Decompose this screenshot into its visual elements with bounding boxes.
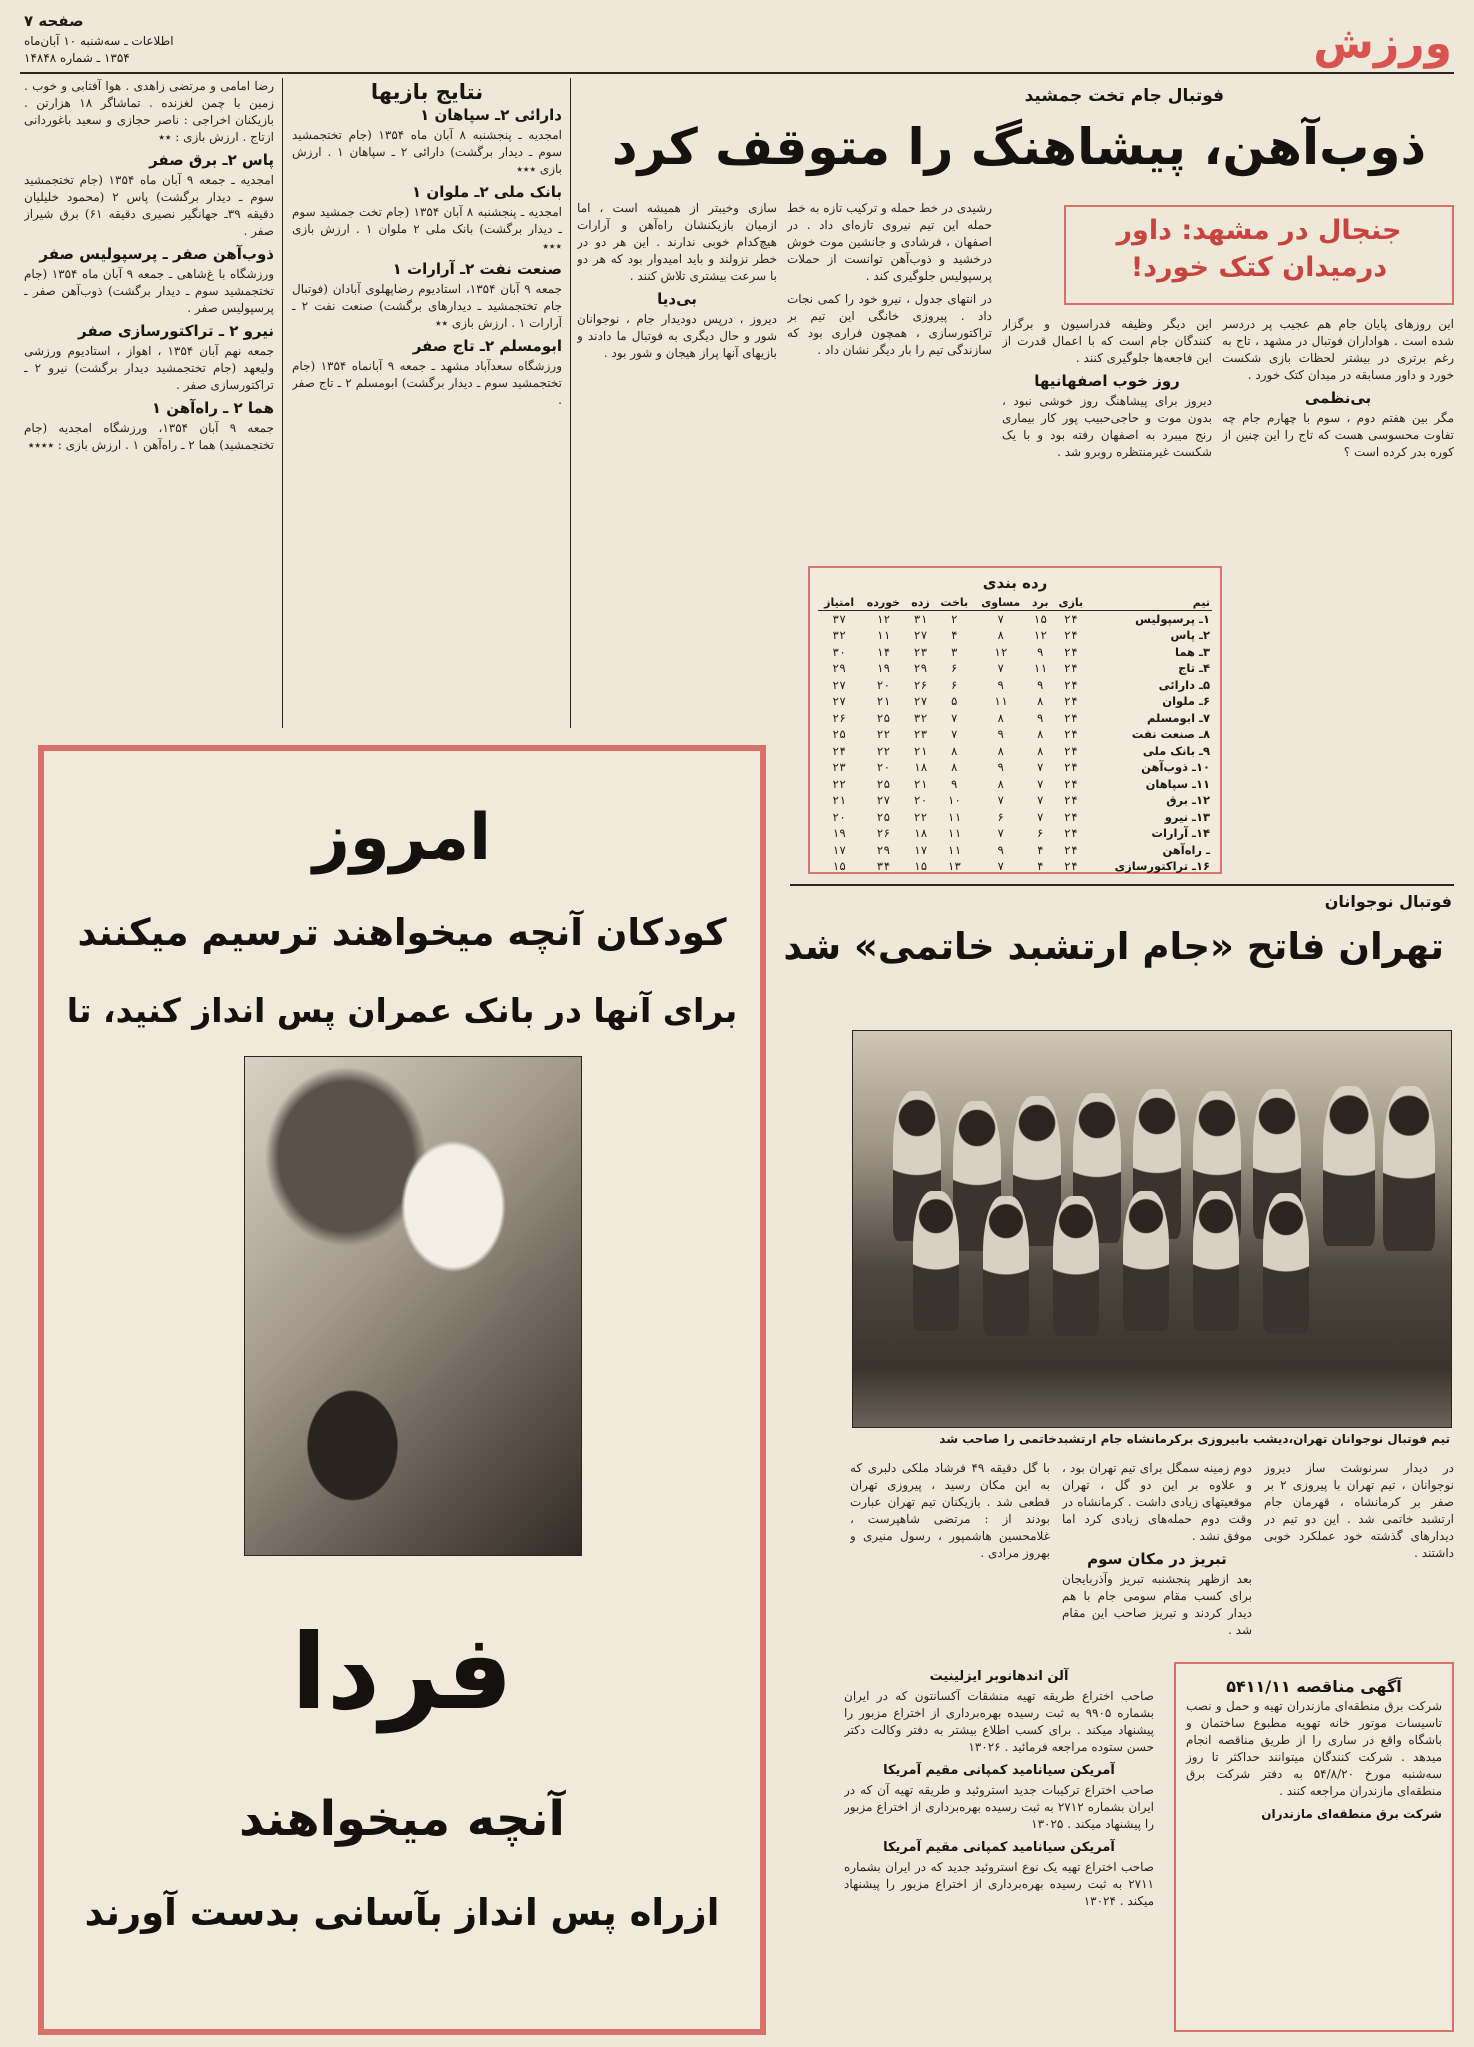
standings-value-cell: ۲۱ [832,793,847,808]
standings-team-cell: ۴ـ تاج [1178,661,1210,676]
standings-row [818,627,1212,644]
standings-value-cell: ۲۴ [1063,628,1078,643]
left-match-1-title: پاس ۲ـ برق صفر [149,151,274,169]
standings-value-cell: ۲۹ [913,661,928,676]
standings-row [818,743,1212,760]
tender-notice-sign: شرکت برق منطقه‌ای مازندران [1261,1807,1442,1821]
lead-col-b2-text: دیروز برای پیشاهنگ روز خوشی نبود ، بدون موت و حاجی‌حبیب پور کار بیماری رنج میبرد به اصفهان رفته بود و با یک شکست غیرمنتظره روبرو شد . [1002,394,1212,459]
standings-value-cell: ۲۲ [876,743,891,758]
ad-line-5: آنچه میخواهند [239,1791,565,1847]
standings-col-header: امتیاز [818,594,860,611]
standings-col-header: زده [907,594,935,611]
lead-col-d-text: سازی وخیبتر از همیشه است ، اما ازمیان بازیکنشان راه‌آهن و آرارات هیچ‌کدام خوبی ندارند . این هر دو در خطر نزولند و باید امیدوار بود که هر دو با سرعت بیشتری تلاش کنند . [577,201,777,283]
standings-row [818,858,1212,875]
standings-value-cell: ۷ [997,859,1005,874]
ad-line-1: امروز [313,801,491,875]
standings-team-cell: ۱۱ـ سپاهان [1145,776,1210,791]
standings-value-cell: ۲۴ [832,743,847,758]
standings-header-row [818,594,1212,611]
standings-value-cell: ۷ [1036,760,1044,775]
player-figure [913,1191,959,1331]
left-strip-intro: رضا امامی و مرتضی زاهدی . هوا آفتابی و خوب . زمین با چمن لغزنده . تماشاگر ۱۸ هزارتن . بازیکنان اخراجی : ناصر حجازی و سعید باغوردانی ازتاج . ارزش بازی : ٭٭ [24,79,274,144]
standings-value-cell: ۸ [997,743,1005,758]
standings-row [818,660,1212,677]
youth-sub-b: تبریز در مکان سوم [1087,1550,1227,1568]
standings-value-cell: ۵ [950,694,958,709]
standings-team-cell: ۷ـ ابومسلم [1147,710,1210,725]
standings-value-cell: ۲۷ [913,694,928,709]
ad-child-photo [244,1056,582,1556]
standings-value-cell: ۷ [997,826,1005,841]
lead-col-d [577,200,777,725]
standings-value-cell: ۱۷ [913,842,928,857]
standings-col-header: بازی [1053,594,1089,611]
standings-value-cell: ۲۴ [1063,842,1078,857]
standings-value-cell: ۲۴ [1063,809,1078,824]
ad-line-6: ازراه پس انداز بآسانی بدست آورند [84,1891,720,1934]
patent-notice-2 [844,1762,1154,1833]
standings-value-cell: ۲۴ [1063,826,1078,841]
patent-notice-2-body: صاحب اختراع ترکیبات جدید استروئید و طریقه تهیه آن که در ایران بشماره ۲۷۱۲ به ثبت رسیده بهره‌برداری از اختراع مزبور را پیشنهاد میکند . ۱۳۰۲۵ [844,1783,1154,1831]
standings-value-cell: ۳۲ [913,710,928,725]
player-figure [1383,1086,1435,1251]
standings-value-cell: ۱۸ [913,760,928,775]
standings-value-cell: ۹ [1036,677,1044,692]
standings-value-cell: ۲۴ [1063,776,1078,791]
left-match-2-title: ذوب‌آهن صفر ـ پرسپولیس صفر [39,245,274,263]
standings-value-cell: ۲۲ [913,809,928,824]
patent-notice-3-title: آمریکن سیانامید کمپانی مقیم آمریکا [883,1840,1115,1855]
result-2-body: امجدیه ـ پنجشنبه ۸ آبان ۱۳۵۴ (جام تخت جمشید سوم ـ دیدار برگشت) بانک ملی ۲ ملوان ۱ . ارزش بازی ٭٭٭ [292,205,562,253]
lead-box [1064,205,1454,305]
standings-value-cell: ۱۵ [1033,612,1048,626]
lead-col-c2-text: در انتهای جدول ، نیرو خود را کمی نجات داد . پیروزی خانگی این تیم بر تراکتورسازی ، همچون فراری بود که سازندگی تیم را بار دیگر نشان داد . [787,292,992,357]
standings-value-cell: ۲۴ [1063,727,1078,742]
tender-notice-title: آگهی مناقصه ۵۴۱۱/۱۱ [1226,1677,1402,1696]
standings-value-cell: ۹ [1036,710,1044,725]
standings-value-cell: ۲ [950,612,958,626]
standings-value-cell: ۱۷ [832,842,847,857]
standings-value-cell: ۲۵ [832,727,847,742]
patent-notice-1-title: آلن اندهانوبر ایزلینیت [929,1669,1069,1684]
standings-row [818,611,1212,628]
youth-col-a-text: در دیدار سرنوشت ساز دیروز نوجوانان ، تیم تهران با پیروزی ۲ بر صفر بر کرمانشاه ، قهرمان جام ارتشبد خاتمی شد . این دو تیم در دیدارهای گذشته خود عملکرد خوبی داشتند . [1264,1461,1454,1560]
result-4-title: ابومسلم ۲ـ تاج صفر [412,337,562,355]
standings-value-cell: ۱۰ [947,793,962,808]
standings-row [818,710,1212,727]
standings-value-cell: ۲۰ [832,809,847,824]
standings-value-cell: ۲۵ [876,710,891,725]
patent-notice-3 [844,1839,1154,1910]
standings-col-header: برد [1027,594,1053,611]
left-match-1-body: امجدیه ـ جمعه ۹ آبان ماه ۱۳۵۴ (جام تختجمشید سوم ـ دیدار برگشت) پاس ۲ (محمود خلیلیان دقیقه ۳۹ـ جهانگیر نصیری دقیقه ۶۱) برق شیراز صفر . [24,173,274,238]
standings-value-cell: ۳۰ [832,644,847,659]
left-match-1 [24,152,274,240]
standings-col-header: خورده [860,594,906,611]
lead-col-a [1222,316,1454,871]
standings-value-cell: ۱۵ [832,859,847,874]
lead-col-c-text: رشیدی در خط حمله و ترکیب تازه به خط حمله این تیم نیروی تازه‌ای داد . در اصفهان ، فرشادی و جانشین موت خوش درخشید و ذوب‌آهن توانست از حملات پرسپولیس جلوگیری کند . [787,201,992,283]
standings-value-cell: ۱۱ [1033,661,1048,676]
standings-value-cell: ۲۵ [876,776,891,791]
standings-row [818,693,1212,710]
lead-sub-b: روز خوب اصفهانیها [1034,372,1180,390]
left-strip [24,78,274,728]
standings-team-cell: ۱۰ـ ذوب‌آهن [1141,760,1210,775]
youth-col-b-text: دوم زمینه سمگل برای تیم تهران بود ، و علاوه بر این دو گل ، تهران موقعیتهای زیادی داشت . کرمانشاه در وقت دوم حمله‌های زیادی کرد اما موفق نشد . [1062,1461,1252,1543]
standings-value-cell: ۹ [997,842,1005,857]
standings-row [818,825,1212,842]
standings-value-cell: ۲۶ [832,710,847,725]
standings-row [818,776,1212,793]
player-figure [1123,1191,1169,1331]
youth-kicker: فوتبال نوجوانان [1324,892,1452,911]
left-match-2-body: ورزشگاه با غ‌شاهی ـ جمعه ۹ آبان ماه ۱۳۵۴ (جام تختجمشید سوم ـ دیدار برگشت) ذوب‌آهن صفر ـ پرسپولیس صفر . [24,267,274,315]
standings-team-cell: ۵ـ دارائی [1158,677,1210,692]
ad-line-3: برای آنها در بانک عمران پس انداز کنید، تا [66,991,738,1030]
standings-value-cell: ۹ [997,760,1005,775]
lead-kicker: فوتبال جام تخت جمشید [1024,86,1224,106]
standings-value-cell: ۲۹ [832,661,847,676]
standings-value-cell: ۲۱ [913,743,928,758]
standings-row [818,759,1212,776]
standings-value-cell: ۲۴ [1063,661,1078,676]
lead-col-b-text: این دیگر وظیفه فدراسیون و برگزار کنندگان جام است که با اعمال قدرت از این فاجعه‌ها جلوگیری کنند . [1002,317,1212,365]
standings-value-cell: ۲۴ [1063,677,1078,692]
standings-value-cell: ۲۳ [913,727,928,742]
standings-value-cell: ۸ [950,743,958,758]
result-1-body: امجدیه ـ پنجشنبه ۸ آبان ماه ۱۳۵۴ (جام تختجمشید سوم ـ دیدار برگشت) دارائی ۲ ـ سپاهان ۱ . ارزش بازی ٭٭٭ [292,128,562,176]
result-1-title: دارائی ۲ـ سپاهان ۱ [420,106,562,124]
standings-value-cell: ۲۴ [1063,694,1078,709]
standings-value-cell: ۲۴ [1063,743,1078,758]
standings-value-cell: ۶ [997,809,1005,824]
standings-value-cell: ۲۱ [913,776,928,791]
tender-notice-body: شرکت برق منطقه‌ای مازندران تهیه و حمل و نصب تاسیسات موتور خانه تهویه مطبوع ساختمان و باشگاه واقع در ساری را از طریق مناقصه انجام میدهد . شرکت کنندگان میتوانند حداکثر تا روز سه‌شنبه مورخ ۵۴/۸/۲۰ به دفتر شرکت برق منطقه‌ای مازندران مراجعه کنند . [1186,1699,1443,1798]
left-match-3-title: نیرو ۲ ـ تراکتورسازی صفر [78,322,274,340]
standings-value-cell: ۹ [997,727,1005,742]
standings-col-header: تیم [1089,594,1212,611]
standings-team-cell: ۳ـ هما [1175,644,1210,659]
masthead-logo: ورزش [1313,18,1452,69]
standings-title: رده بندی [982,574,1048,592]
standings-team-cell: ۸ـ صنعت نفت [1131,727,1210,742]
standings-row [818,842,1212,859]
ad-line-4: فردا [291,1611,513,1733]
standings-value-cell: ۲۳ [913,644,928,659]
standings-value-cell: ۲۴ [1063,859,1078,874]
standings-value-cell: ۹ [950,776,958,791]
standings-value-cell: ۲۰ [876,760,891,775]
left-strip-rule [282,78,283,728]
standings-value-cell: ۲۷ [832,694,847,709]
standings-value-cell: ۶ [950,661,958,676]
standings-team-cell: ۹ـ بانک ملی [1142,743,1210,758]
patent-notice-1-body: صاحب اختراع طریقه تهیه منشقات آکسانتون که در ایران بشماره ۹۹۰۵ به ثبت رسیده بهره‌برداری از اختراع مزبور را پیشنهاد میکند . برای کسب اطلاع بیشتر به دفتر وکالت دکتر حسن ستوده مراجعه فرمائید . ۱۳۰۲۶ [844,1689,1154,1754]
standings-team-cell: ۱ـ پرسپولیس [1135,612,1210,626]
lead-sub-a: بی‌نظمی [1304,389,1372,407]
standings-value-cell: ۱۲ [876,612,891,626]
standings-value-cell: ۸ [1036,694,1044,709]
standings-value-cell: ۲۵ [876,809,891,824]
standings-col-header: باخت [934,594,974,611]
player-figure [1053,1196,1099,1336]
left-match-3 [24,323,274,394]
standings-team-cell: ۲ـ پاس [1170,628,1210,643]
ad-line-2: کودکان آنچه میخواهند ترسیم میکنند [77,911,727,954]
standings-row [818,644,1212,661]
standings-value-cell: ۷ [950,710,958,725]
standings-value-cell: ۲۶ [876,826,891,841]
lead-col-d2-text: دیروز ، درپس دودیدار جام ، نوجوانان شور و حال دیگری به فوتبال ما دادند و بازیهای آنها پراز هیجان و شور بود . [577,312,777,360]
standings-team-cell: ۱۶ـ تراکتورسازی [1114,859,1210,874]
standings-value-cell: ۷ [1036,776,1044,791]
youth-col-b [1062,1460,1252,1660]
left-match-4-body: جمعه ۹ آبان ۱۳۵۴، ورزشگاه امجدیه (جام تختجمشید) هما ۲ ـ راه‌آهن ۱ . ارزش بازی : ٭٭٭٭ [24,421,274,452]
patent-notices [844,1662,1154,2032]
standings-row [818,726,1212,743]
standings-value-cell: ۸ [1036,743,1044,758]
standings-team-cell: ۱۴ـ آرارات [1151,826,1210,841]
left-match-4 [24,400,274,454]
standings-row [818,809,1212,826]
youth-team-photo [852,1030,1452,1428]
standings-value-cell: ۳۷ [832,612,847,626]
standings-value-cell: ۳۱ [913,612,928,626]
standings-value-cell: ۱۵ [913,859,928,874]
tender-notice [1174,1662,1454,2032]
player-figure [1263,1193,1309,1333]
standings-value-cell: ۲۴ [1063,612,1078,626]
standings-table [808,566,1222,874]
standings-team-cell: ۱۳ـ نیرو [1164,809,1210,824]
standings-value-cell: ۲۳ [832,760,847,775]
standings-col-header: مساوی [974,594,1027,611]
standings-value-cell: ۲۴ [1063,793,1078,808]
result-1 [292,107,562,178]
page-label: صفحه ۷ [24,12,84,30]
player-figure [1193,1191,1239,1331]
standings-value-cell: ۱۱ [993,694,1008,709]
standings-value-cell: ۸ [950,760,958,775]
header-rule [20,72,1454,74]
issue-line-2: ۱۳۵۴ ـ شماره ۱۴۸۴۸ [24,51,130,65]
standings-value-cell: ۷ [1036,793,1044,808]
standings-value-cell: ۲۷ [832,677,847,692]
standings-value-cell: ۸ [997,776,1005,791]
standings-value-cell: ۱۹ [832,826,847,841]
standings-value-cell: ۶ [950,677,958,692]
lead-col-b [1002,316,1212,551]
standings-value-cell: ۳۴ [876,859,891,874]
results-title: نتایج بازیها [370,80,484,104]
youth-col-c-text: با گل دقیقه ۴۹ فرشاد ملکی دلبری که به این مکان رسید ، پیروزی تهران قطعی شد . بازیکنان تیم تهران عبارت بودند از : مرتضی شاهپرست ، غلامحسین هاشمپور ، رسول منیری و بهروز مرادی . [850,1461,1050,1560]
result-2-title: بانک ملی ۲ـ ملوان ۱ [412,183,562,201]
standings-value-cell: ۱۸ [913,826,928,841]
standings-value-cell: ۷ [997,793,1005,808]
lead-headline: ذوب‌آهن، پیشاهنگ را متوقف کرد [611,118,1427,176]
player-figure [1323,1086,1375,1246]
standings-value-cell: ۲۰ [913,793,928,808]
standings-grid [818,594,1212,875]
standings-value-cell: ۲۲ [832,776,847,791]
standings-value-cell: ۳ [950,644,958,659]
youth-photo-caption: تیم فوتبال نوجوانان تهران،دیشب بابیروزی برکرمانشاه جام ارتشبدخاتمی را صاحب شد [939,1432,1450,1446]
standings-value-cell: ۱۲ [1033,628,1048,643]
result-4-body: ورزشگاه سعدآباد مشهد ـ جمعه ۹ آبانماه ۱۳۵۴ (جام تختجمشید سوم ـ دیدار برگشت) ابومسلم ۲ ـ تاج صفر . [292,359,562,407]
results-column [292,78,562,728]
standings-value-cell: ۹ [997,677,1005,692]
standings-value-cell: ۱۱ [876,628,891,643]
standings-value-cell: ۹ [1036,644,1044,659]
results-rule [570,78,571,728]
standings-value-cell: ۲۴ [1063,644,1078,659]
patent-notice-3-body: صاحب اختراع تهیه یک نوع استروئید جدید که در ایران بشماره ۲۷۱۱ به ثبت رسیده بهره‌برداری از اختراع مزبور را پیشنهاد میکند . ۱۳۰۲۴ [844,1860,1154,1908]
standings-value-cell: ۴ [950,628,958,643]
standings-value-cell: ۷ [950,727,958,742]
standings-value-cell: ۲۴ [1063,710,1078,725]
standings-value-cell: ۲۶ [913,677,928,692]
lead-col-a-text: این روزهای پایان جام هم عجیب پر دردسر شده است . هواداران فوتبال در مشهد ، تاج به رغم برتری در بیشتر لحظات بازی شکست خورد و داور مسابقه در میدان کتک خورد . [1222,317,1454,382]
result-3-body: جمعه ۹ آبان ۱۳۵۴، استادیوم رضاپهلوی آبادان (فوتبال جام تختجمشید ـ دیدارهای برگشت) صنعت نفت ۲ ـ آرارات ۱ . ارزش بازی ٭٭ [292,282,562,330]
standings-value-cell: ۲۱ [876,694,891,709]
standings-value-cell: ۱۱ [947,809,962,824]
lead-box-line-1: جنجال در مشهد: داور [1116,215,1402,246]
standings-value-cell: ۱۴ [876,644,891,659]
lead-sub-d: بی‌دیا [657,290,697,308]
issue-line-1: اطلاعات ـ سه‌شنبه ۱۰ آبان‌ماه [24,34,174,48]
standings-value-cell: ۷ [1036,809,1044,824]
standings-value-cell: ۱۹ [876,661,891,676]
lead-col-c [787,200,992,550]
standings-value-cell: ۴ [1036,842,1044,857]
standings-value-cell: ۸ [1036,727,1044,742]
standings-value-cell: ۲۷ [876,793,891,808]
standings-team-cell: ۱۲ـ برق [1166,793,1210,808]
lead-box-line-2: درمیدان کتک خورد! [1130,252,1388,283]
standings-value-cell: ۲۷ [913,628,928,643]
left-match-3-body: جمعه نهم آبان ۱۳۵۴ ، اهواز ، استادیوم ورزشی ولیعهد (جام تختجمشید دیدار برگشت) نیرو ۲ ـ تراکتورسازی صفر . [24,344,274,392]
standings-value-cell: ۴ [1036,859,1044,874]
youth-top-rule [790,884,1454,886]
result-4 [292,338,562,409]
standings-team-cell: ـ راه‌آهن [1162,842,1210,857]
standings-value-cell: ۲۲ [876,727,891,742]
standings-value-cell: ۲۰ [876,677,891,692]
patent-notice-1 [844,1668,1154,1756]
standings-value-cell: ۳۲ [832,628,847,643]
standings-value-cell: ۷ [997,661,1005,676]
standings-team-cell: ۶ـ ملوان [1162,694,1210,709]
youth-headline: تهران فاتح «جام ارتشبد خاتمی» شد [783,925,1444,968]
left-match-2 [24,246,274,317]
standings-value-cell: ۲۹ [876,842,891,857]
standings-value-cell: ۱۱ [947,826,962,841]
standings-value-cell: ۲۴ [1063,760,1078,775]
youth-col-a [1264,1460,1454,1610]
result-3-title: صنعت نفت ۲ـ آرارات ۱ [392,260,562,278]
standings-row [818,792,1212,809]
lead-col-a2-text: مگر بین هفتم دوم ، سوم با چهارم جام چه تفاوت محسوسی هست که تاج را این چنین از کوره بدر کرده است ؟ [1222,411,1454,459]
left-match-4-title: هما ۲ ـ راه‌آهن ۱ [151,399,274,417]
youth-col-c [850,1460,1050,1660]
standings-value-cell: ۱۳ [947,859,962,874]
result-3 [292,261,562,332]
standings-value-cell: ۷ [997,612,1005,626]
standings-value-cell: ۱۲ [993,644,1008,659]
standings-value-cell: ۸ [997,628,1005,643]
standings-value-cell: ۶ [1036,826,1044,841]
standings-value-cell: ۱۱ [947,842,962,857]
patent-notice-2-title: آمریکن سیانامید کمپانی مقیم آمریکا [883,1763,1115,1778]
player-figure [983,1196,1029,1336]
standings-value-cell: ۸ [997,710,1005,725]
standings-row [818,677,1212,694]
result-2 [292,184,562,255]
youth-col-b2-text: بعد ازظهر پنجشنبه تبریز وآذربایجان برای کسب مقام سومی جام با هم دیدار کردند و تبریز صاحب این مقام شد . [1062,1572,1252,1637]
bank-ad [38,745,766,2035]
